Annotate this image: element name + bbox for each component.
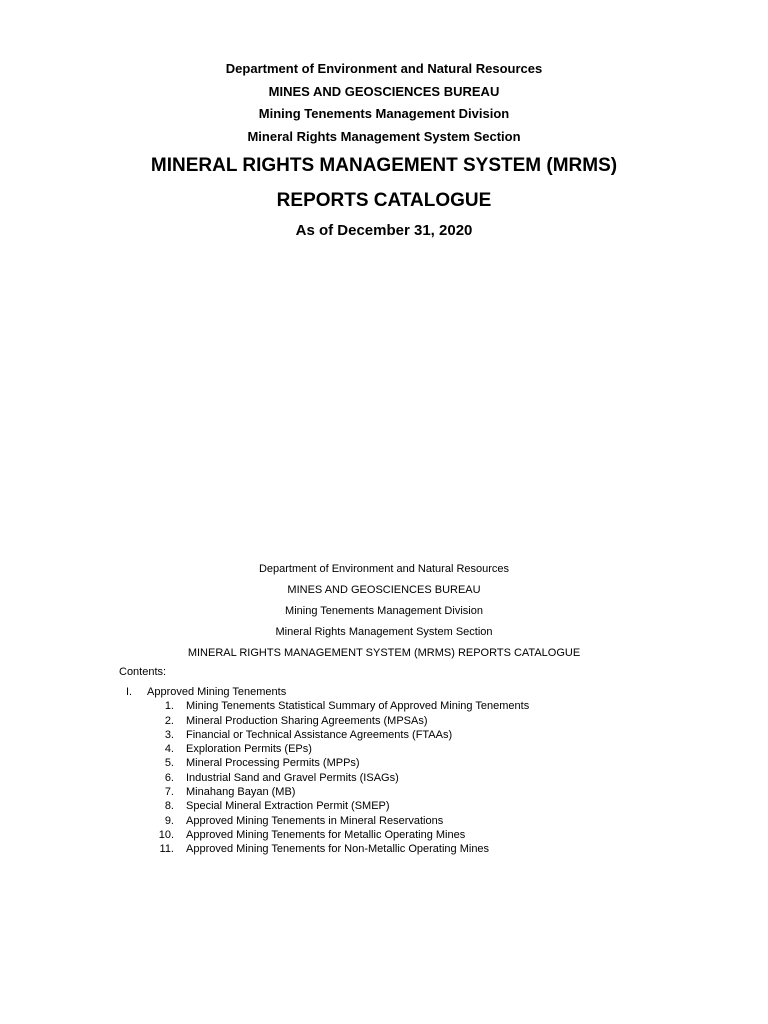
item-label: Mining Tenements Statistical Summary of Approved Mining Tenements — [186, 700, 530, 713]
list-item — [119, 728, 719, 742]
page2-header — [0, 559, 768, 664]
page2-title: MINERAL RIGHTS MANAGEMENT SYSTEM (MRMS) REPORTS CATALOGUE — [187, 647, 581, 659]
cover-title-line1: MINERAL RIGHTS MANAGEMENT SYSTEM (MRMS) — [150, 155, 618, 176]
cover-bureau: MINES AND GEOSCIENCES BUREAU — [268, 83, 500, 99]
contents-label: Contents: — [119, 666, 167, 678]
section-label: Approved Mining Tenements — [147, 686, 287, 698]
item-number: 10. — [158, 828, 174, 841]
item-label: Exploration Permits (EPs) — [186, 743, 312, 756]
item-number: 7. — [164, 786, 174, 799]
item-number: 3. — [164, 728, 174, 741]
cover-title-line2: REPORTS CATALOGUE — [276, 190, 492, 211]
cover-department: Department of Environment and Natural Resources — [225, 61, 543, 76]
list-item — [119, 742, 719, 756]
item-number: 9. — [164, 814, 174, 827]
item-label: Industrial Sand and Gravel Permits (ISAGs) — [186, 771, 399, 784]
item-label: Minahang Bayan (MB) — [186, 786, 296, 799]
page2-division: Mining Tenements Management Division — [285, 605, 483, 617]
item-number: 6. — [164, 771, 174, 784]
list-item — [119, 785, 719, 799]
list-item — [119, 799, 719, 813]
list-item — [119, 814, 719, 828]
cover-division: Mining Tenements Management Division — [258, 106, 510, 121]
list-item — [119, 771, 719, 785]
page2-section: Mineral Rights Management System Section — [275, 626, 493, 638]
item-label: Financial or Technical Assistance Agreements (FTAAs) — [186, 728, 453, 741]
item-label: Approved Mining Tenements for Metallic Operating Mines — [186, 828, 466, 841]
item-number: 1. — [164, 700, 174, 713]
item-number: 2. — [164, 714, 174, 727]
cover-header — [0, 58, 768, 243]
section-heading — [119, 685, 719, 699]
list-item — [119, 714, 719, 728]
item-label: Approved Mining Tenements in Mineral Reservations — [186, 814, 444, 827]
item-label: Approved Mining Tenements for Non-Metallic Operating Mines — [186, 843, 490, 856]
list-item — [119, 756, 719, 770]
item-number: 4. — [164, 743, 174, 756]
cover-section: Mineral Rights Management System Section — [247, 128, 521, 144]
item-label: Mineral Processing Permits (MPPs) — [186, 757, 360, 770]
list-item — [119, 699, 719, 713]
item-label: Special Mineral Extraction Permit (SMEP) — [186, 800, 390, 813]
list-item — [119, 828, 719, 842]
cover-date: As of December 31, 2020 — [295, 222, 473, 239]
item-number: 5. — [164, 757, 174, 770]
section-number: I. — [126, 686, 133, 698]
contents-section — [119, 685, 719, 857]
item-label: Mineral Production Sharing Agreements (MPSAs) — [186, 714, 428, 727]
page2-bureau: MINES AND GEOSCIENCES BUREAU — [287, 584, 481, 596]
item-number: 8. — [164, 800, 174, 813]
item-number: 11. — [159, 843, 174, 856]
page2-department: Department of Environment and Natural Resources — [258, 563, 510, 575]
list-item — [119, 842, 719, 856]
contents-list — [119, 699, 719, 856]
